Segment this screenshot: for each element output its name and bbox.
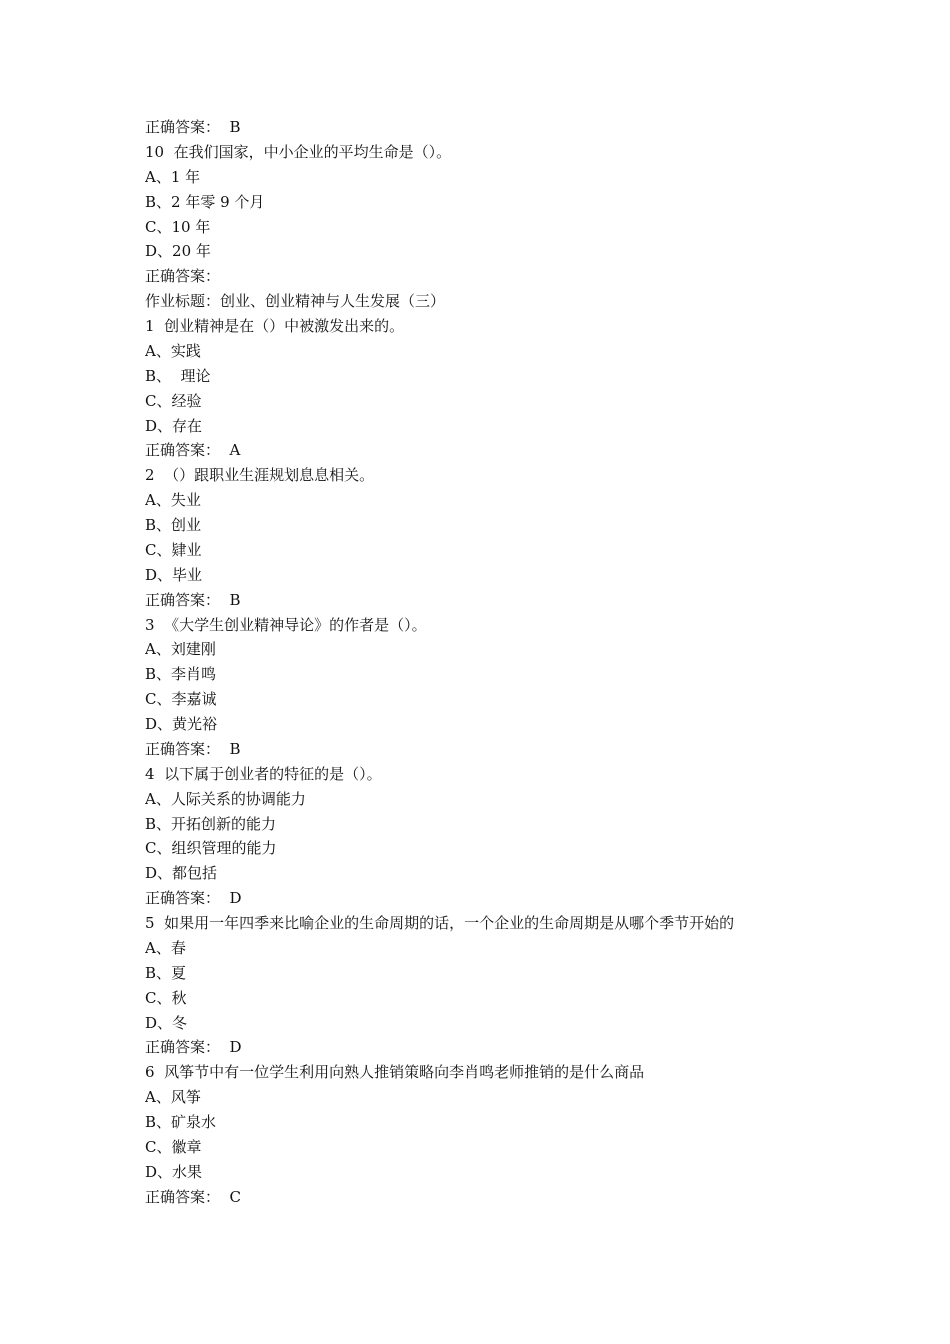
text-line: 2 （）跟职业生涯规划息息相关。 [145, 466, 375, 485]
text-line: B、矿泉水 [145, 1113, 217, 1131]
text-line: B、 理论 [145, 366, 211, 385]
text-line: 正确答案： [145, 267, 221, 286]
text-line: D、都包括 [145, 864, 218, 883]
text-line: 作业标题：创业、创业精神与人生发展（三） [145, 292, 446, 311]
text-line: D、20 年 [145, 242, 211, 261]
text-line: 5 如果用一年四季来比喻企业的生命周期的话，一个企业的生命周期是从哪个季节开始的 [145, 914, 735, 932]
text-line: A、失业 [145, 491, 201, 510]
text-line: A、春 [145, 938, 186, 957]
text-line: C、肄业 [145, 540, 202, 559]
text-line: A、刘建刚 [145, 640, 216, 659]
text-line: A、实践 [145, 341, 201, 360]
text-line: 正确答案： B [145, 739, 241, 758]
text-line: C、秋 [145, 988, 187, 1007]
text-line: 正确答案： A [145, 441, 241, 460]
text-line: A、1 年 [145, 167, 201, 186]
text-line: D、毕业 [145, 565, 203, 584]
text-line: B、创业 [145, 516, 202, 534]
text-line: 正确答案： C [145, 1187, 242, 1206]
text-line: D、水果 [145, 1162, 203, 1181]
text-line: D、冬 [145, 1013, 188, 1032]
text-line: 正确答案： D [145, 889, 242, 908]
text-line: B、夏 [145, 963, 187, 982]
text-line: C、组织管理的能力 [145, 839, 277, 858]
text-line: D、黄光裕 [145, 715, 218, 733]
text-line: A、风筝 [145, 1088, 201, 1107]
text-line: 1 创业精神是在（）中被激发出来的。 [145, 317, 405, 335]
document-text [145, 115, 905, 1210]
text-line: 6 风筝节中有一位学生利用向熟人推销策略向李肖鸣老师推销的是什么商品 [145, 1063, 645, 1082]
text-line: C、徽章 [145, 1137, 202, 1156]
text-line: A、人际关系的协调能力 [145, 789, 306, 808]
text-line: 3 《大学生创业精神导论》的作者是（）。 [145, 615, 427, 634]
text-line: D、存在 [145, 416, 203, 435]
text-line: 正确答案： B [145, 118, 241, 136]
text-line: B、2 年零 9 个月 [145, 192, 265, 211]
text-line: C、经验 [145, 391, 202, 410]
text-line: B、李肖鸣 [145, 665, 217, 684]
text-line: 正确答案： B [145, 590, 241, 609]
text-line: 正确答案： D [145, 1038, 242, 1057]
text-line: 10 在我们国家，中小企业的平均生命是（）。 [145, 142, 452, 161]
text-line: B、开拓创新的能力 [145, 814, 277, 833]
text-line: C、李嘉诚 [145, 690, 217, 709]
text-line: C、10 年 [145, 217, 211, 236]
text-line: 4 以下属于创业者的特征的是（）。 [145, 764, 382, 783]
